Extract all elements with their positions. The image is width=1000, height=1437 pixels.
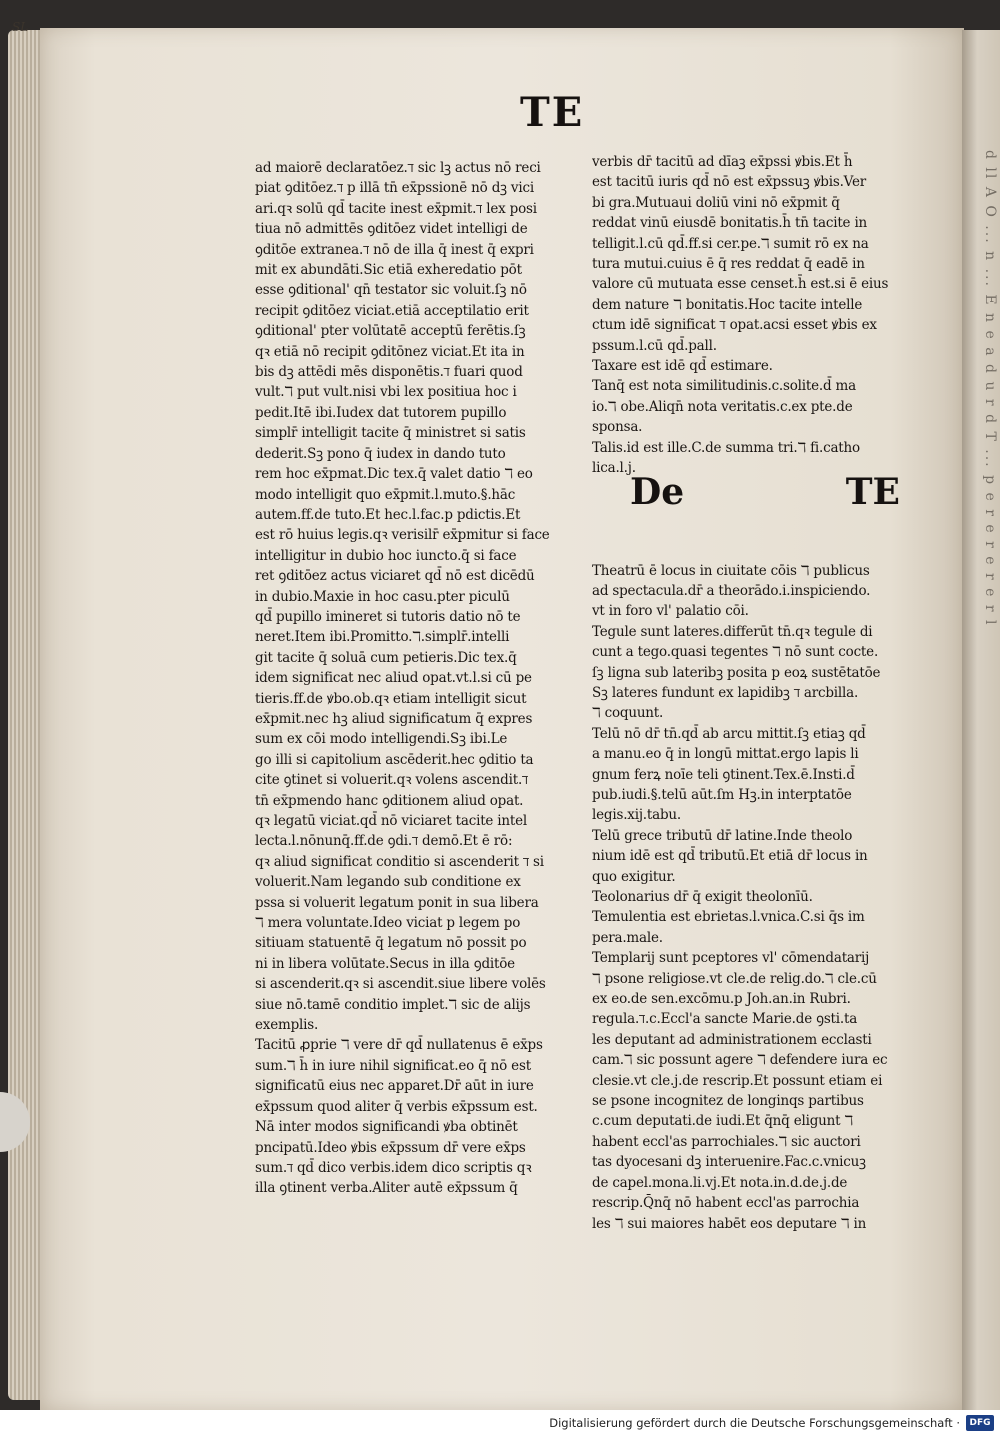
text-line: tn̄ ex̄pmendo hanc ꝯditionem aliud opat. [255,792,524,809]
text-line: autem.ff.de tuto.Et hec.l.fac.p pdictis.Et [255,506,521,523]
text-line: qꝛ legatū viciat.qd̄ nō viciaret tacite intel [255,813,528,829]
text-line: de capel.mona.li.vj.Et nota.in.d.de.j.de [592,1174,848,1191]
text-line: recipit ꝯditōez viciat.etiā acceptilatio erit [255,302,529,319]
text-line: significatū eius nec apparet.Dr̄ aūt in iure [255,1078,534,1095]
text-line: habent eccl'as parrochiales.ℸ sic auctori [592,1133,861,1150]
text-line: sum ex cōi modo intelligendi.Sꝫ ibi.Le [255,731,508,748]
top-mark: SL [12,20,29,34]
text-line: mit ex abundāti.Sic etiā exheredatio pōt [255,262,522,279]
text-line: pub.iudi.§.telū aūt.ſm Hꝫ.in interptatōe [592,786,852,803]
text-line: modo intelligit quo ex̄pmit.l.muto.§.hāc [255,486,516,503]
text-line: cunt a tego.quasi tegentes ℸ nō sunt cocte. [592,644,879,661]
text-line: les ℸ sui maiores habēt eos deputare ℸ in [592,1215,867,1232]
text-line: ret ꝯditōez actus viciaret qd̄ nō est dicēdū [255,568,535,585]
text-line: qꝛ aliud significat conditio si ascenderit ℸ si [255,853,544,870]
text-line: cam.ℸ sic possunt agere ℸ defendere iura ec [592,1052,888,1069]
text-line: Templarij sunt pceptores vl' cōmendatarij [592,950,870,967]
text-line: verbis dr̄ tacitū ad dīaꝫ ex̄pssi ꝟbis.Et h̄ [592,154,853,170]
text-line: sponsa. [592,419,643,436]
text-line: Nā inter modos significandi ꝟba obtinēt [255,1119,518,1136]
text-line: tura mutui.cuius ē q̄ res reddat q̄ eadē in [592,256,865,273]
text-line: esse ꝯditional' qn̄ testator sic voluit.ſꝫ nō [255,282,527,299]
text-line: bis dꝫ attēdi mēs disponētis.ℸ fuari quod [255,364,523,381]
text-line: dem nature ℸ bonitatis.Hoc tacite intelle [592,296,863,313]
text-line: Tacitū ꝓprie ℸ vere dr̄ qd̄ nullatenus ē ex̄ps [255,1037,543,1054]
text-line: ad maiorē declaratōez.ℸ sic lꝫ actus nō reci [255,160,541,176]
text-line: Temulentia est ebrietas.l.vnica.C.si q̄s im [592,909,865,926]
text-line: ni in libera volūtate.Secus in illa ꝯditōe [255,955,515,972]
text-line: vt in foro vl' palatio cōi. [592,603,749,620]
section-heading-left: De [630,471,685,513]
text-line: si ascenderit.qꝛ si ascendit.siue libere volēs [255,976,546,993]
text-line: sum.ℸ qd̄ dico verbis.idem dico scriptis qꝛ [255,1159,532,1176]
footer-credit: Digitalisierung gefördert durch die Deutsche Forschungsgemeinschaft · [549,1416,960,1430]
text-line: Sꝫ lateres fundunt ex lapidibꝫ ℸ arcbilla. [592,684,859,701]
text-line: ℸ mera voluntate.Ideo viciat p legem po [255,915,521,932]
text-line: qꝛ etiā nō recipit ꝯditōnez viciat.Et ita in [255,343,525,360]
text-line: bi gra.Mutuaui doliū vini nō ex̄pmit q̄ [592,194,840,211]
text-line: neret.Item ibi.Promitto.ℸ.simplr̄.intelli [255,629,510,646]
text-line: pssa si voluerit legatum ponit in sua libera [255,894,539,911]
text-line: Tegule sunt lateres.differūt tn̄.qꝛ tegule di [592,623,873,640]
text-line: go illi si capitolium ascēderit.hec ꝯditio ta [255,751,534,768]
right-column-top [592,152,922,479]
text-line: pedit.Itē ibi.Iudex dat tutorem pupillo [255,404,507,421]
text-line: ex̄pssum quod aliter q̄ verbis ex̄pssum est. [255,1098,538,1115]
text-line: tiua nō admittēs ꝯditōez videt intelligi de [255,221,528,238]
text-line: se psone incognitez de longinqs partibus [592,1093,864,1110]
right-column-bottom [592,561,922,1234]
text-line: pera.male. [592,929,663,946]
text-line: tieris.ff.de ꝟbo.ob.qꝛ etiam intelligit sicut [255,690,527,707]
text-line: idem significat nec aliud opat.vt.l.si cū pe [255,670,532,687]
section-heading [630,470,900,514]
text-line: telligit.l.cū qd̄.ff.si cer.pe.ℸ sumit rō ex na [592,235,869,252]
text-line: pssum.l.cū qd̄.pall. [592,337,717,354]
text-line: Telū grece tributū dr̄ latine.Inde theolo [592,827,853,844]
text-line: cite ꝯtinet si voluerit.qꝛ volens ascendit.ℸ [255,772,529,789]
text-line: lecta.l.nōnunq̄.ff.de ꝯdi.ℸ demō.Et ē rō: [255,833,513,850]
text-line: vult.ℸ put vult.nisi vbi lex positiua hoc i [255,384,517,401]
text-line: exemplis. [255,1017,319,1034]
text-line: est rō huius legis.qꝛ verisilr̄ ex̄pmitur si face [255,527,550,544]
text-line: simplr̄ intelligit tacite q̄ ministret si satis [255,425,526,442]
text-line: intelligitur in dubio hoc iuncto.q̄ si face [255,547,517,564]
text-line: clesie.vt cle.j.de rescrip.Et possunt etiam ei [592,1072,883,1089]
text-line: dederit.Sꝫ pono q̄ iudex in dando tuto [255,445,506,462]
facing-page-text: d ll A O ... n ... E n e a d u r d T ... p e r e r e r e r l [982,150,998,627]
section-heading-right: TE [845,471,900,513]
text-line: tas dyocesani dꝫ interuenire.Fac.c.vnicuꝫ [592,1154,866,1171]
text-line: gnum ferꝝ noīe teli ꝯtinent.Tex.ē.Insti.d̄ [592,766,855,783]
text-line: reddat vinū eiusdē bonitatis.h̄ tn̄ tacite in [592,215,868,232]
text-line: les deputant ad administrationem ecclasti [592,1031,872,1048]
text-line: a manu.eo q̄ in longū mittat.ergo lapis li [592,746,859,763]
text-line: ad spectacula.dr̄ a theorādo.i.inspiciendo. [592,582,871,599]
text-line: c.cum deputati.de iudi.Et q̄nq̄ eligunt ℸ [592,1113,853,1130]
text-line: voluerit.Nam legando sub conditione ex [255,874,521,891]
text-line: rescrip.Q̄nq̄ nō habent eccl'as parrochia [592,1195,860,1212]
text-line: siue nō.tamē conditio implet.ℸ sic de alijs [255,996,531,1013]
text-line: ℸ psone religiose.vt cle.de relig.do.ℸ cle.cū [592,970,877,987]
text-line: qd̄ pupillo imineret si tutoris datio nō te [255,608,521,625]
text-line: io.ℸ obe.Aliqn̄ nota veritatis.c.ex pte.de [592,398,853,415]
text-line: valore cū mutuata esse censet.h̄ est.si ē eius [592,276,889,293]
left-column [255,158,573,1199]
text-line: nium idē est qd̄ tributū.Et etiā dr̄ locus in [592,848,868,865]
text-line: quo exigitur. [592,868,676,885]
footer-bar [0,1410,1000,1437]
text-line: est tacitū iuris qd̄ nō est ex̄pssuꝫ ꝟbis.Ver [592,174,867,191]
text-line: ex eo.de sen.excōmu.p Joh.an.in Rubri. [592,991,851,1008]
text-line: pncipatū.Ideo ꝟbis ex̄pssum dr̄ vere ex̄ps [255,1139,526,1156]
text-line: rem hoc ex̄pmat.Dic tex.q̄ valet datio ℸ eo [255,466,533,483]
text-line: ſꝫ ligna sub lateribꝫ posita p eoꝝ sustētatōe [592,664,881,681]
text-line: Taxare est idē qd̄ estimare. [592,358,773,375]
text-line: lica.l.j. [592,460,636,477]
text-line: ꝯditional' pter volūtatē acceptū ferētis.ſꝫ [255,323,526,340]
page-heading: TE [520,89,585,136]
text-line: sum.ℸ h̄ in iure nihil significat.eo q̄ nō est [255,1057,531,1074]
right-column [592,152,922,1234]
text-line: Theatrū ē locus in ciuitate cōis ℸ publicus [592,562,870,579]
dfg-logo: DFG [966,1415,994,1431]
text-line: in dubio.Maxie in hoc casu.pter piculū [255,588,510,605]
text-line: illa ꝯtinent verba.Aliter autē ex̄pssum q̄ [255,1180,518,1197]
text-line: Telū nō dr̄ tn̄.qd̄ ab arcu mittit.ſꝫ etiaꝫ qd̄ [592,725,866,742]
text-line: legis.xij.tabu. [592,807,681,824]
text-line: sitiuam statuentē q̄ legatum nō possit po [255,935,527,952]
text-line: regula.ℸ.c.Eccl'a sancte Marie.de ꝯsti.ta [592,1011,858,1028]
text-line: git tacite q̄ soluā cum petieris.Dic tex.q̄ [255,649,517,666]
text-line: ex̄pmit.nec hꝫ aliud significatum q̄ expres [255,710,533,727]
text-line: ℸ coquunt. [592,705,664,722]
text-line: ctum idē significat ℸ opat.acsi esset ꝟbis ex [592,317,877,334]
text-line: piat ꝯditōez.ℸ p illā tn̄ ex̄pssionē nō dꝫ vici [255,180,534,197]
text-line: Teolonarius dr̄ q̄ exigit theolonīū. [592,889,813,905]
text-line: ari.qꝛ solū qd̄ tacite inest ex̄pmit.ℸ lex posi [255,200,537,217]
text-line: ꝯditōe extranea.ℸ nō de illa q̄ inest q̄ expri [255,241,534,258]
text-line: Talis.id est ille.C.de summa tri.ℸ fi.catho [592,439,860,456]
text-line: Tanq̄ est nota similitudinis.c.solite.d̄ ma [592,378,856,395]
